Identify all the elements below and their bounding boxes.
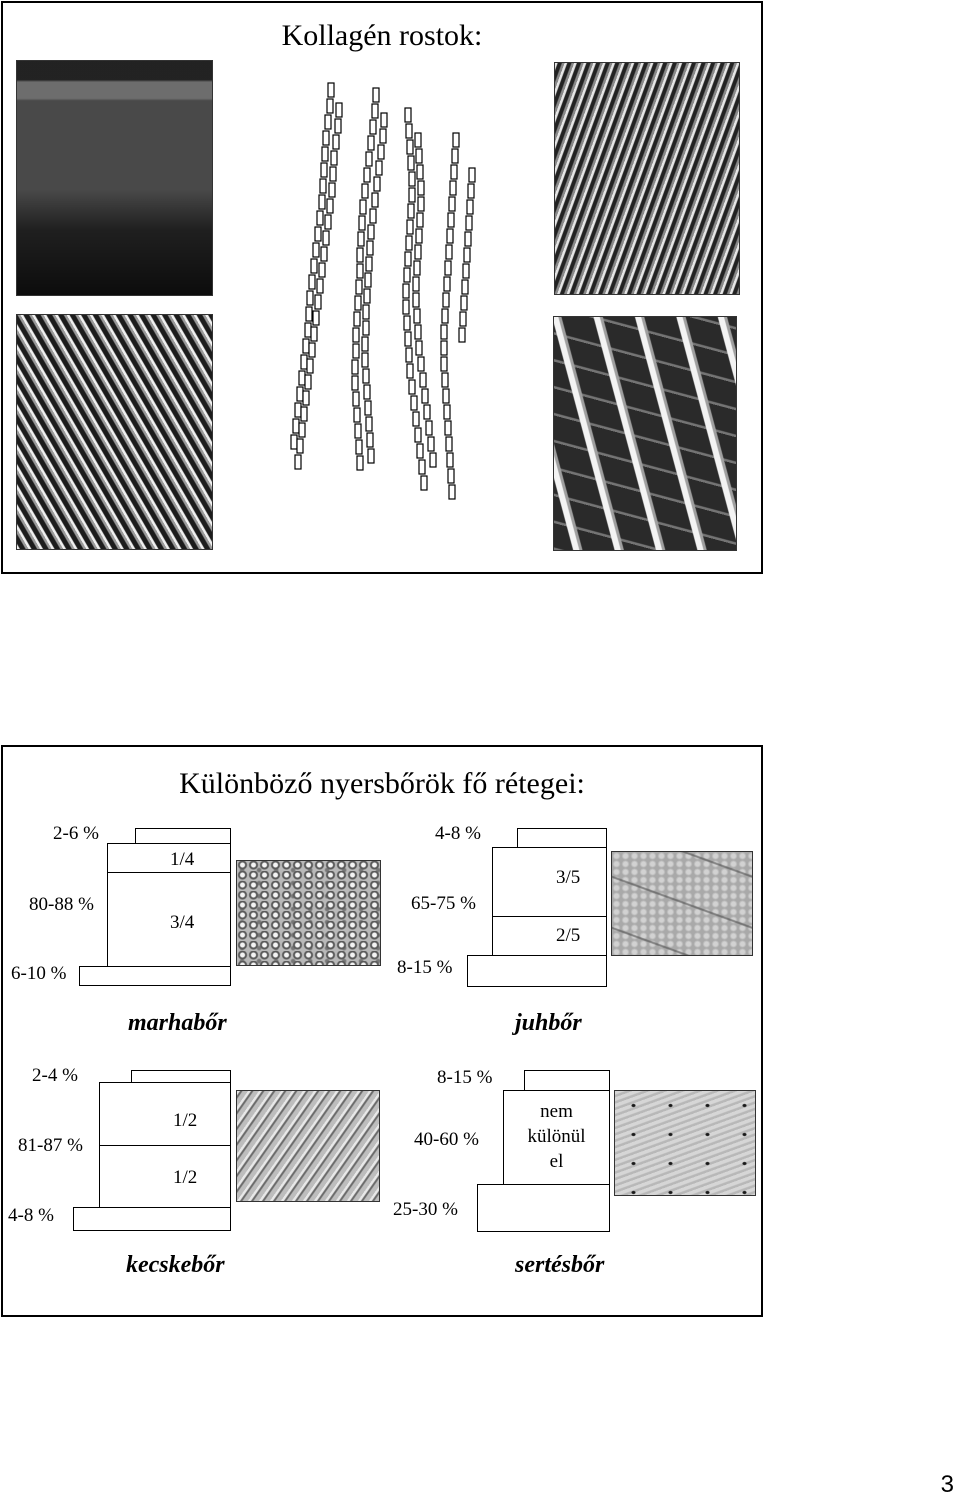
- juh-fraction-upper: 3/5: [556, 867, 581, 888]
- marha-layer-divider: [107, 872, 231, 873]
- juh-layer-epidermis: [517, 828, 607, 848]
- sertes-name: sertésbőr: [515, 1252, 605, 1278]
- juh-name: juhbőr: [515, 1010, 582, 1036]
- kecske-fraction-upper: 1/2: [173, 1110, 198, 1131]
- juh-layer-subcutis: [467, 955, 607, 987]
- marha-layer-dermis: [107, 843, 231, 967]
- slide-title: Különböző nyersbőrök fő rétegei:: [179, 767, 585, 800]
- kecske-name: kecskebőr: [126, 1252, 225, 1278]
- juh-fraction-lower: 2/5: [556, 925, 581, 946]
- marha-layer-subcutis: [79, 966, 231, 986]
- juh-label-top: 4-8 %: [435, 823, 481, 844]
- marha-name: marhabőr: [128, 1010, 227, 1036]
- sertes-layer-epidermis: [524, 1070, 610, 1091]
- kecske-label-top: 2-4 %: [32, 1065, 78, 1086]
- marha-fraction-lower: 3/4: [170, 912, 195, 933]
- sertes-middle-line-1: nem: [540, 1101, 573, 1122]
- kecske-grain-photo: [236, 1090, 380, 1202]
- juh-layer-dermis: [492, 847, 607, 957]
- sertes-layer-subcutis: [477, 1184, 610, 1232]
- kecske-label-middle: 81-87 %: [18, 1135, 83, 1156]
- marha-label-middle: 80-88 %: [29, 894, 94, 915]
- kecske-layer-subcutis: [73, 1207, 231, 1231]
- marha-grain-photo: [236, 860, 381, 966]
- marha-label-top: 2-6 %: [53, 823, 99, 844]
- juh-label-middle: 65-75 %: [411, 893, 476, 914]
- marha-label-bottom: 6-10 %: [11, 963, 67, 984]
- sem-photo-bottom-right: [553, 316, 737, 551]
- page-number: 3: [940, 1471, 954, 1498]
- kecske-fraction-lower: 1/2: [173, 1167, 198, 1188]
- sertes-label-bottom: 25-30 %: [393, 1199, 458, 1220]
- slide-collagen-fibers: [1, 1, 763, 574]
- sertes-label-top: 8-15 %: [437, 1067, 493, 1088]
- sertes-grain-photo: [614, 1090, 756, 1196]
- juh-grain-photo: [611, 851, 753, 956]
- kecske-label-bottom: 4-8 %: [8, 1205, 54, 1226]
- marha-fraction-upper: 1/4: [170, 849, 195, 870]
- sertes-label-middle: 40-60 %: [414, 1129, 479, 1150]
- slide-hide-layers: [1, 745, 763, 1317]
- sem-photo-bottom-left: [16, 314, 213, 550]
- sertes-middle-line-3: el: [549, 1151, 564, 1172]
- sem-photo-top-left: [16, 60, 213, 296]
- sertes-layer-middle-text: [503, 1099, 610, 1174]
- sertes-middle-line-2: különül: [527, 1126, 586, 1147]
- kecske-layer-divider: [99, 1145, 231, 1146]
- sem-photo-top-right: [554, 62, 740, 295]
- juh-label-bottom: 8-15 %: [397, 957, 453, 978]
- juh-layer-divider: [492, 916, 607, 917]
- slide-title: Kollagén rostok:: [281, 19, 483, 52]
- collagen-fiber-drawing: [273, 73, 523, 513]
